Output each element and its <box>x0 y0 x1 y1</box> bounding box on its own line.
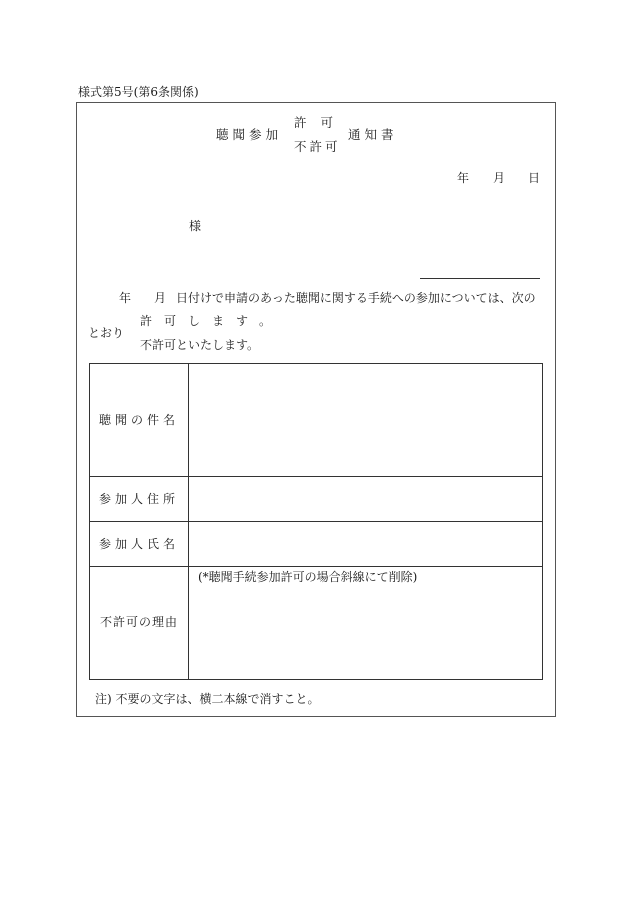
row-label-denial-reason: 不許可の理由 <box>99 615 178 629</box>
title-option-permit: 許可 <box>294 115 348 130</box>
form-number-label: 様式第5号(第6条関係) <box>78 85 199 99</box>
row-label-participant-name: 参加人氏名 <box>98 537 179 551</box>
details-table <box>89 363 543 680</box>
title-suffix: 通知書 <box>348 127 398 142</box>
title-main: 聴聞参加 <box>216 127 283 142</box>
date-day-label: 日 <box>528 171 541 185</box>
body-option-permit: 許可します。 <box>140 314 284 328</box>
row-label-participant-address: 参加人住所 <box>98 492 179 506</box>
issuer-signature-line <box>420 278 540 279</box>
table-row-divider <box>90 521 542 522</box>
body-year-label: 年 <box>119 291 132 305</box>
table-row-divider <box>90 476 542 477</box>
title-option-deny: 不許可 <box>294 139 341 154</box>
footnote: 注) 不要の文字は、横二本線で消すこと。 <box>95 692 320 706</box>
denial-reason-note: (*聴聞手続参加許可の場合斜線にて削除) <box>198 570 418 584</box>
row-label-hearing-title: 聴聞の件名 <box>98 413 179 427</box>
date-year-label: 年 <box>457 171 470 185</box>
table-row-divider <box>90 566 542 567</box>
body-text: 日付けで申請のあった聴聞に関する手続への参加については、次の <box>176 291 536 305</box>
body-month-label: 月 <box>154 291 167 305</box>
body-option-deny: 不許可といたします。 <box>140 338 260 352</box>
body-toori: とおり <box>88 326 125 340</box>
recipient-honorific: 様 <box>189 219 202 233</box>
date-month-label: 月 <box>493 171 506 185</box>
